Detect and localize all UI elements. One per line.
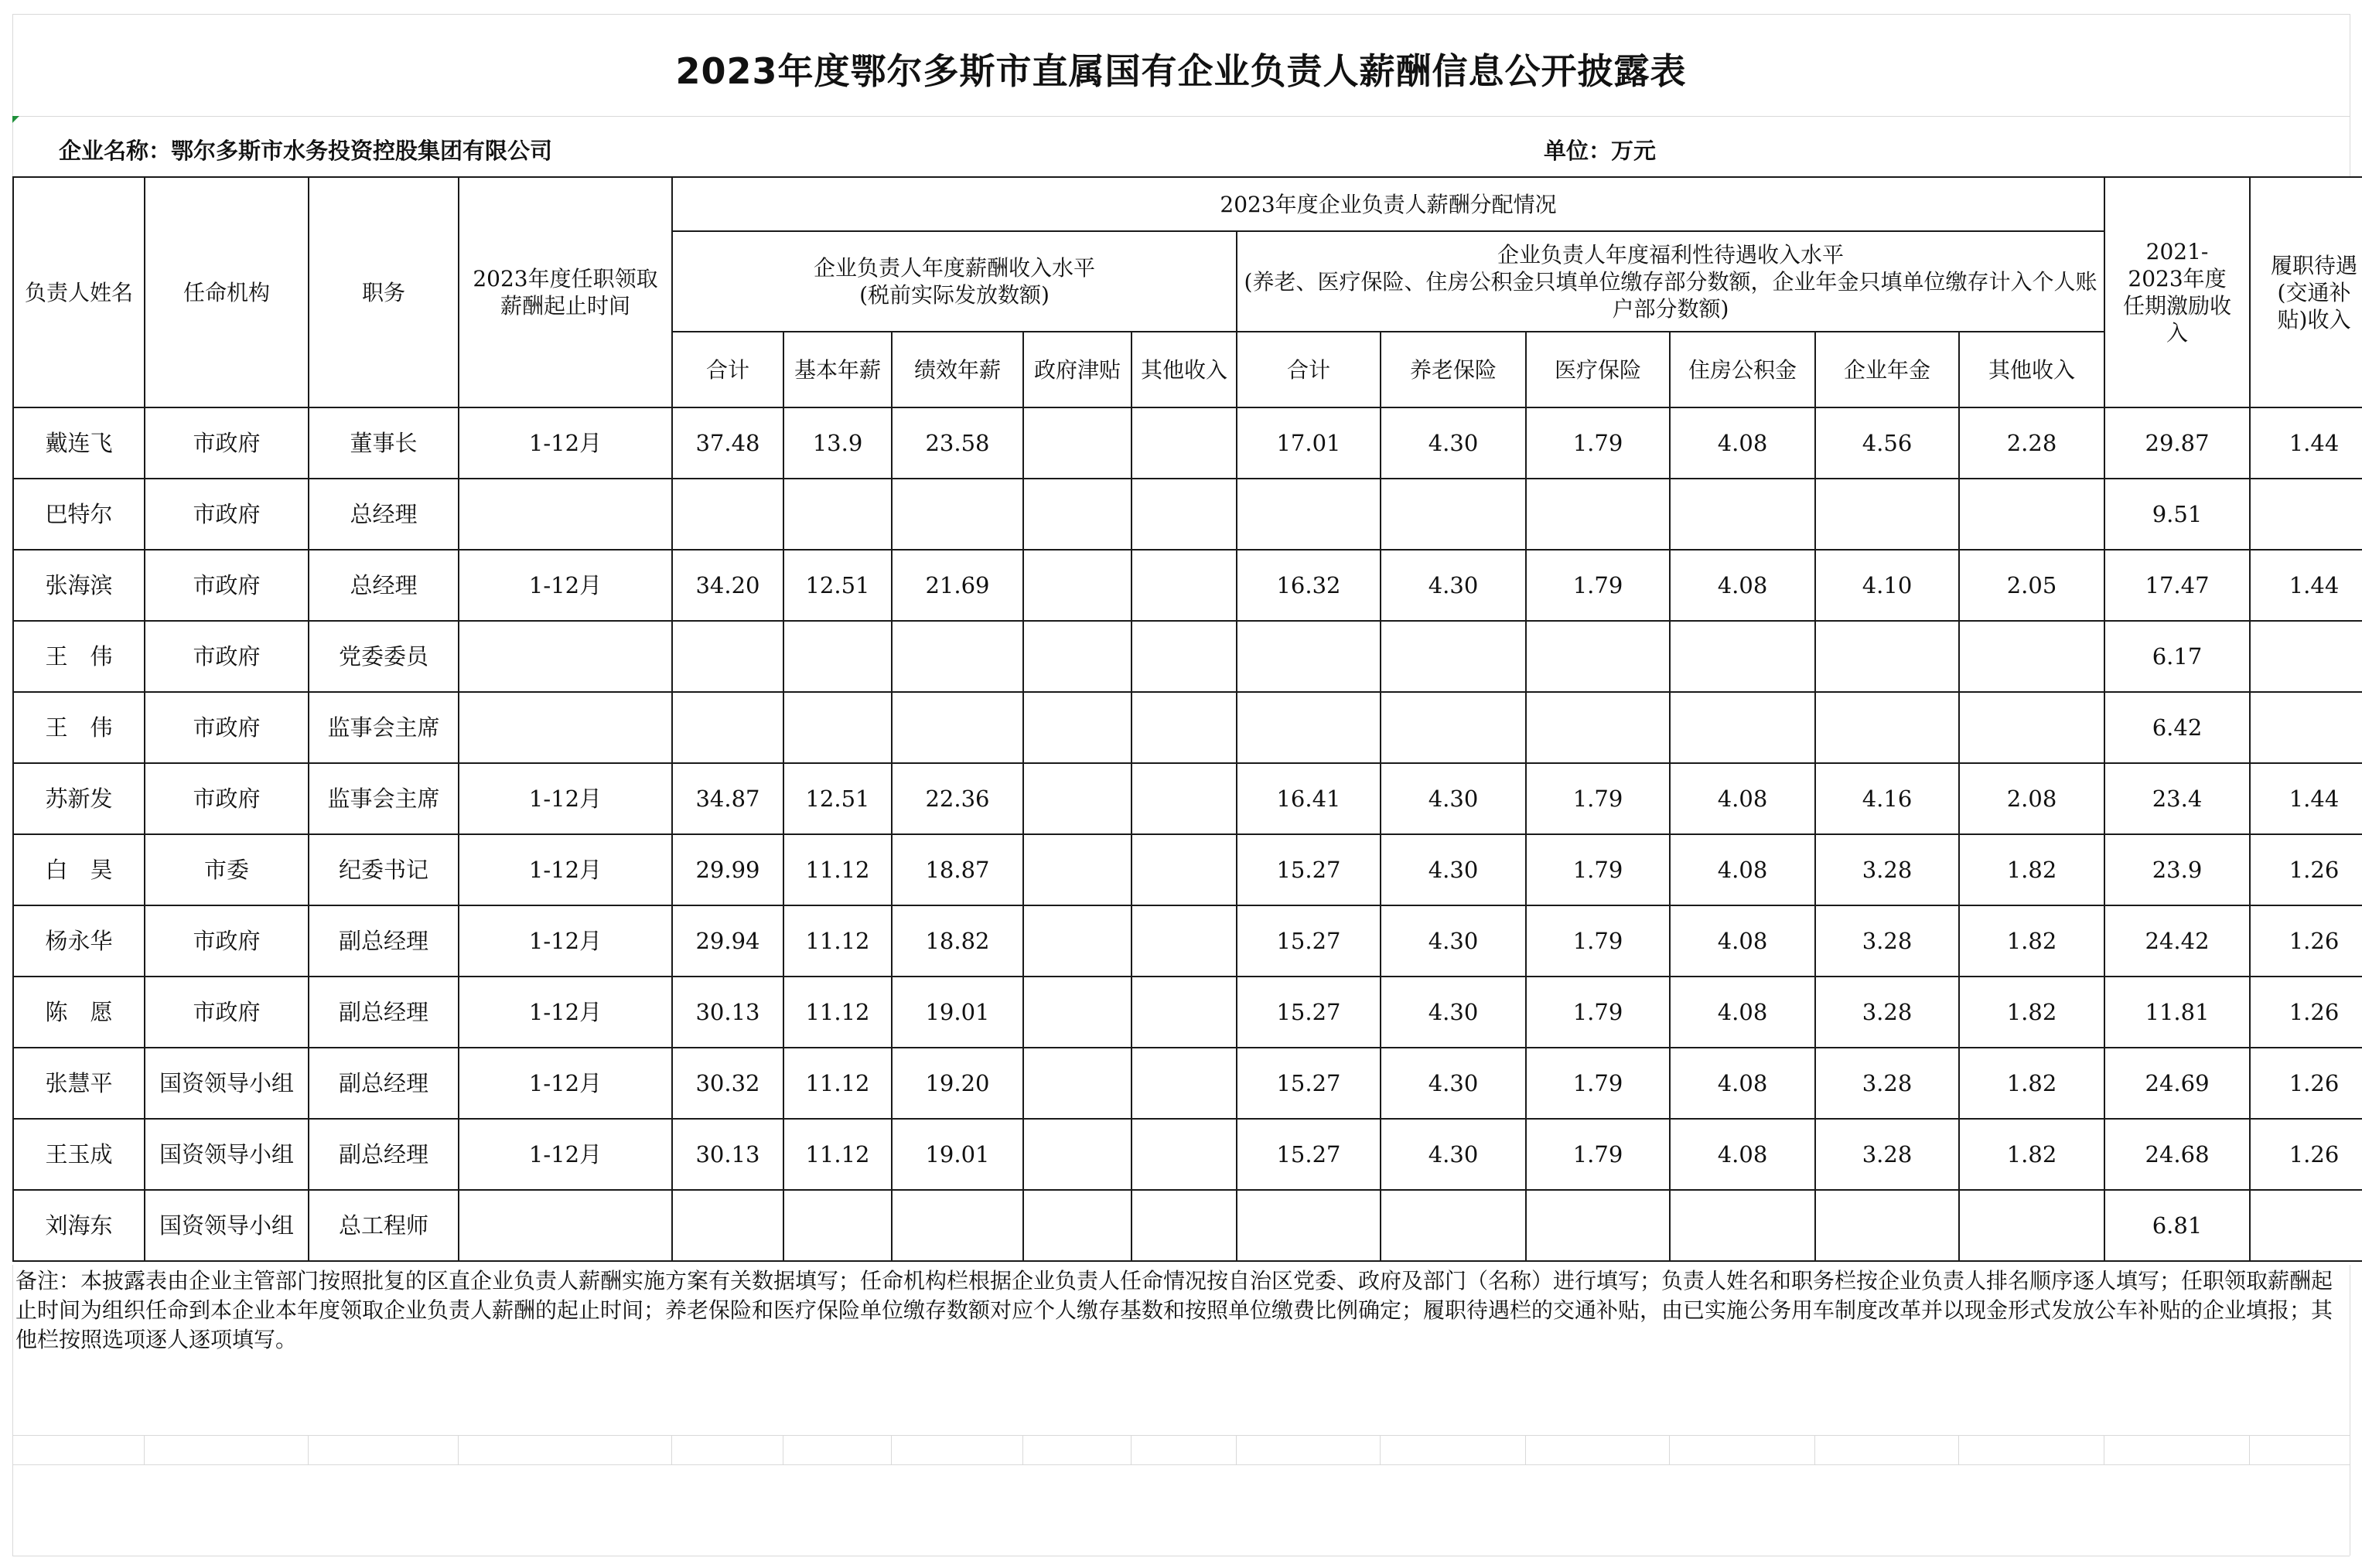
grid-line [1131,1435,1132,1464]
cell-wel-housing: 4.08 [1670,1119,1815,1190]
cell-name: 张慧平 [13,1048,145,1119]
table-row [13,621,2362,692]
cell-wel-annuity [1815,692,1959,763]
cell-wel-housing: 4.08 [1670,977,1815,1048]
cell-position: 总工程师 [309,1190,459,1261]
grid-line [891,1435,892,1464]
cell-sal-base: 11.12 [783,905,892,977]
cell-perf: 1.44 [2250,550,2362,621]
cell-wel-medical: 1.79 [1526,1048,1670,1119]
cell-name: 白 昊 [13,834,145,905]
cell-position: 党委委员 [309,621,459,692]
cell-wel-other [1959,692,2104,763]
cell-wel-other: 2.05 [1959,550,2104,621]
cell-position: 监事会主席 [309,692,459,763]
cell-sal-gov [1023,1048,1132,1119]
cell-wel-housing: 4.08 [1670,407,1815,479]
header-wel-medical: 医疗保险 [1526,332,1670,407]
grid-line [308,1435,309,1464]
cell-wel-medical: 1.79 [1526,763,1670,834]
header-distribution: 2023年度企业负责人薪酬分配情况 [672,177,2104,231]
cell-sal-other [1132,1048,1237,1119]
cell-position: 副总经理 [309,1119,459,1190]
cell-incentive: 23.4 [2104,763,2250,834]
cell-incentive: 17.47 [2104,550,2250,621]
cell-name: 戴连飞 [13,407,145,479]
cell-perf [2250,621,2362,692]
cell-wel-pension [1381,692,1526,763]
cell-sal-total [672,621,783,692]
cell-wel-total: 17.01 [1237,407,1381,479]
cell-wel-other: 1.82 [1959,1048,2104,1119]
header-salary-group-line2: (税前实际发放数额) [859,282,1050,308]
cell-wel-pension: 4.30 [1381,1048,1526,1119]
cell-org: 市政府 [145,479,309,550]
cell-wel-annuity [1815,621,1959,692]
cell-wel-annuity: 4.10 [1815,550,1959,621]
cell-incentive: 24.68 [2104,1119,2250,1190]
cell-name: 苏新发 [13,763,145,834]
cell-org: 市政府 [145,977,309,1048]
cell-sal-perf: 23.58 [892,407,1023,479]
cell-sal-base: 13.9 [783,407,892,479]
cell-wel-total [1237,1190,1381,1261]
cell-wel-medical: 1.79 [1526,977,1670,1048]
cell-sal-other [1132,1190,1237,1261]
cell-org: 市政府 [145,692,309,763]
header-wel-other: 其他收入 [1959,332,2104,407]
cell-sal-gov [1023,550,1132,621]
cell-name: 陈 愿 [13,977,145,1048]
cell-org: 市政府 [145,905,309,977]
cell-name: 张海滨 [13,550,145,621]
cell-perf: 1.26 [2250,834,2362,905]
cell-sal-gov [1023,1119,1132,1190]
cell-wel-housing [1670,692,1815,763]
grid-line [1022,1435,1023,1464]
cell-wel-medical: 1.79 [1526,407,1670,479]
cell-wel-medical [1526,692,1670,763]
cell-org: 市政府 [145,621,309,692]
cell-sal-total: 34.20 [672,550,783,621]
cell-incentive: 29.87 [2104,407,2250,479]
cell-sal-base: 11.12 [783,1048,892,1119]
cell-wel-annuity: 3.28 [1815,1119,1959,1190]
cell-sal-gov [1023,479,1132,550]
grid-line [12,14,2350,15]
cell-sal-gov [1023,763,1132,834]
cell-period: 1-12月 [459,407,672,479]
cell-sal-total: 30.13 [672,977,783,1048]
cell-sal-base [783,692,892,763]
cell-wel-total: 16.32 [1237,550,1381,621]
cell-sal-perf [892,621,1023,692]
header-org: 任命机构 [145,177,309,407]
cell-sal-base [783,479,892,550]
cell-sal-gov [1023,1190,1132,1261]
cell-position: 总经理 [309,479,459,550]
cell-wel-housing: 4.08 [1670,1048,1815,1119]
cell-period: 1-12月 [459,1048,672,1119]
cell-wel-pension: 4.30 [1381,905,1526,977]
cell-wel-total: 15.27 [1237,977,1381,1048]
cell-sal-gov [1023,621,1132,692]
cell-sal-base: 12.51 [783,550,892,621]
cell-wel-annuity [1815,1190,1959,1261]
cell-sal-other [1132,621,1237,692]
cell-wel-housing [1670,479,1815,550]
cell-perf [2250,479,2362,550]
grid-line [1669,1435,1670,1464]
cell-wel-total: 15.27 [1237,1119,1381,1190]
cell-wel-pension [1381,479,1526,550]
cell-wel-total: 15.27 [1237,1048,1381,1119]
cell-sal-base: 11.12 [783,1119,892,1190]
cell-sal-total: 30.13 [672,1119,783,1190]
cell-sal-total: 34.87 [672,763,783,834]
cell-perf: 1.26 [2250,1119,2362,1190]
table-row [13,479,2362,550]
cell-org: 国资领导小组 [145,1119,309,1190]
cell-wel-pension: 4.30 [1381,1119,1526,1190]
cell-wel-housing: 4.08 [1670,905,1815,977]
cell-wel-housing: 4.08 [1670,763,1815,834]
cell-org: 市政府 [145,407,309,479]
cell-period: 1-12月 [459,763,672,834]
cell-perf: 1.26 [2250,905,2362,977]
header-name: 负责人姓名 [13,177,145,407]
cell-period: 1-12月 [459,977,672,1048]
cell-sal-base [783,1190,892,1261]
cell-sal-gov [1023,834,1132,905]
cell-perf: 1.44 [2250,763,2362,834]
cell-wel-other [1959,1190,2104,1261]
grid-line [1525,1435,1526,1464]
cell-sal-total [672,692,783,763]
cell-name: 王玉成 [13,1119,145,1190]
cell-sal-total: 37.48 [672,407,783,479]
cell-period [459,479,672,550]
cell-wel-housing: 4.08 [1670,834,1815,905]
cell-perf [2250,1190,2362,1261]
cell-incentive: 24.42 [2104,905,2250,977]
cell-sal-perf: 21.69 [892,550,1023,621]
grid-line [1958,1435,1959,1464]
cell-sal-other [1132,834,1237,905]
cell-wel-housing: 4.08 [1670,550,1815,621]
cell-wel-other: 1.82 [1959,905,2104,977]
cell-incentive: 6.42 [2104,692,2250,763]
cell-position: 纪委书记 [309,834,459,905]
cell-sal-other [1132,1119,1237,1190]
header-sal-perf: 绩效年薪 [892,332,1023,407]
cell-sal-base: 11.12 [783,834,892,905]
cell-name: 王 伟 [13,621,145,692]
cell-position: 副总经理 [309,977,459,1048]
table-row [13,1048,2362,1119]
cell-sal-perf [892,479,1023,550]
table-row [13,692,2362,763]
cell-wel-housing [1670,1190,1815,1261]
cell-wel-medical: 1.79 [1526,905,1670,977]
cell-wel-total [1237,621,1381,692]
grid-line [2249,1435,2250,1464]
cell-incentive: 11.81 [2104,977,2250,1048]
cell-org: 市政府 [145,763,309,834]
cell-wel-medical [1526,479,1670,550]
table-row [13,977,2362,1048]
cell-sal-other [1132,479,1237,550]
cell-name: 刘海东 [13,1190,145,1261]
cell-position: 总经理 [309,550,459,621]
cell-period: 1-12月 [459,550,672,621]
cell-wel-total: 15.27 [1237,905,1381,977]
cell-sal-other [1132,905,1237,977]
unit-label: 单位：万元 [1544,137,1657,164]
cell-name: 王 伟 [13,692,145,763]
cell-wel-medical: 1.79 [1526,550,1670,621]
cell-position: 副总经理 [309,1048,459,1119]
header-wel-housing: 住房公积金 [1670,332,1815,407]
cell-sal-perf: 19.01 [892,1119,1023,1190]
cell-wel-medical [1526,1190,1670,1261]
cell-wel-total [1237,692,1381,763]
cell-sal-other [1132,692,1237,763]
grid-line [12,116,2350,117]
cell-org: 市政府 [145,550,309,621]
cell-org: 国资领导小组 [145,1190,309,1261]
table-body [13,407,2362,1261]
cell-perf [2250,692,2362,763]
grid-line [458,1435,459,1464]
cell-sal-gov [1023,905,1132,977]
header-sal-gov: 政府津贴 [1023,332,1132,407]
cell-wel-other: 2.28 [1959,407,2104,479]
header-sal-base: 基本年薪 [783,332,892,407]
cell-sal-other [1132,977,1237,1048]
cell-wel-medical: 1.79 [1526,1119,1670,1190]
footnote: 备注：本披露表由企业主管部门按照批复的区直企业负责人薪酬实施方案有关数据填写；任命机构栏根据企业负责人任命情况按自治区党委、政府及部门（名称）进行填写；负责人姓名和职务栏按企业负责人排名顺序逐人填写；任职领取薪酬起止时间为组织任命到本企业本年度领取企业负责人薪酬的起止时间；养老保险和医疗保险单位缴存数额对应个人缴存基数和按照单位缴费比例确定；履职待遇栏的交通补贴，由已实施公务用车制度改革并以现金形式发放公车补贴的企业填报；其他栏按照选项逐人逐项填写。 [15,1268,2333,1353]
grid-line [1236,1435,1237,1464]
cell-perf: 1.26 [2250,977,2362,1048]
cell-wel-other: 2.08 [1959,763,2104,834]
cell-sal-perf: 19.20 [892,1048,1023,1119]
grid-line [12,1464,2350,1465]
cell-period: 1-12月 [459,905,672,977]
table-row [13,834,2362,905]
cell-incentive: 9.51 [2104,479,2250,550]
cell-wel-total [1237,479,1381,550]
cell-position: 监事会主席 [309,763,459,834]
cell-sal-gov [1023,977,1132,1048]
grid-line [12,1435,2350,1436]
cell-wel-annuity [1815,479,1959,550]
cell-sal-total [672,1190,783,1261]
company-name: 企业名称：鄂尔多斯市水务投资控股集团有限公司 [59,137,553,164]
cell-period: 1-12月 [459,1119,672,1190]
header-position: 职务 [309,177,459,407]
grid-line [671,1435,672,1464]
table-row [13,1190,2362,1261]
cell-wel-annuity: 3.28 [1815,977,1959,1048]
table-row [13,550,2362,621]
table-row [13,905,2362,977]
grid-line [12,1265,13,1556]
cell-wel-annuity: 3.28 [1815,905,1959,977]
cell-incentive: 24.69 [2104,1048,2250,1119]
cell-wel-total: 16.41 [1237,763,1381,834]
page-title: 2023年度鄂尔多斯市直属国有企业负责人薪酬信息公开披露表 [675,50,1687,92]
cell-wel-other: 1.82 [1959,977,2104,1048]
cell-sal-base: 12.51 [783,763,892,834]
cell-org: 国资领导小组 [145,1048,309,1119]
cell-period: 1-12月 [459,834,672,905]
cell-sal-gov [1023,407,1132,479]
cell-position: 副总经理 [309,905,459,977]
cell-perf: 1.44 [2250,407,2362,479]
cell-sal-total: 30.32 [672,1048,783,1119]
cell-sal-base [783,621,892,692]
header-welfare-group [1237,231,2104,332]
header-incentive: 2021-2023年度任期激励收入 [2104,177,2250,407]
cell-perf: 1.26 [2250,1048,2362,1119]
cell-wel-other [1959,621,2104,692]
cell-sal-other [1132,763,1237,834]
cell-sal-perf: 22.36 [892,763,1023,834]
cell-sal-total: 29.99 [672,834,783,905]
header-salary-group-line1: 企业负责人年度薪酬收入水平 [813,255,1095,281]
cell-wel-pension: 4.30 [1381,550,1526,621]
cell-sal-total [672,479,783,550]
cell-sal-perf: 18.87 [892,834,1023,905]
header-perf-allowance: 履职待遇(交通补贴)收入 [2250,177,2362,407]
cell-wel-other [1959,479,2104,550]
header-sal-total: 合计 [672,332,783,407]
header-wel-pension: 养老保险 [1381,332,1526,407]
table-row [13,1119,2362,1190]
cell-period [459,621,672,692]
cell-incentive: 23.9 [2104,834,2250,905]
header-period: 2023年度任职领取薪酬起止时间 [459,177,672,407]
cell-position: 董事长 [309,407,459,479]
cell-wel-pension [1381,621,1526,692]
cell-wel-housing [1670,621,1815,692]
cell-name: 杨永华 [13,905,145,977]
cell-sal-base: 11.12 [783,977,892,1048]
cell-wel-total: 15.27 [1237,834,1381,905]
cell-wel-medical: 1.79 [1526,834,1670,905]
cell-wel-other: 1.82 [1959,834,2104,905]
header-wel-total: 合计 [1237,332,1381,407]
cell-sal-total: 29.94 [672,905,783,977]
grid-line [144,1435,145,1464]
table-row [13,763,2362,834]
cell-org: 市委 [145,834,309,905]
cell-sal-perf: 18.82 [892,905,1023,977]
cell-sal-gov [1023,692,1132,763]
grid-line [1814,1435,1815,1464]
header-welfare-group-line2: (养老、医疗保险、住房公积金只填单位缴存部分数额，企业年金只填单位缴存计入个人账户部分数额) [1244,268,2097,322]
cell-sal-perf [892,1190,1023,1261]
cell-sal-perf: 19.01 [892,977,1023,1048]
cell-wel-annuity: 3.28 [1815,834,1959,905]
header-welfare-group-line1: 企业负责人年度福利性待遇收入水平 [1497,241,1845,268]
cell-wel-medical [1526,621,1670,692]
cell-wel-other: 1.82 [1959,1119,2104,1190]
cell-wel-pension: 4.30 [1381,834,1526,905]
header-sal-other: 其他收入 [1132,332,1237,407]
header-wel-annuity: 企业年金 [1815,332,1959,407]
cell-wel-pension: 4.30 [1381,977,1526,1048]
table-row [13,407,2362,479]
cell-sal-other [1132,407,1237,479]
cell-period [459,1190,672,1261]
grid-line [1380,1435,1381,1464]
cell-incentive: 6.81 [2104,1190,2250,1261]
cell-comment-marker [12,116,19,123]
cell-sal-other [1132,550,1237,621]
cell-period [459,692,672,763]
cell-name: 巴特尔 [13,479,145,550]
cell-wel-annuity: 3.28 [1815,1048,1959,1119]
cell-wel-pension [1381,1190,1526,1261]
cell-wel-annuity: 4.16 [1815,763,1959,834]
salary-disclosure-table [12,176,2362,1262]
header-salary-group [672,231,1237,332]
cell-incentive: 6.17 [2104,621,2250,692]
cell-wel-pension: 4.30 [1381,763,1526,834]
cell-sal-perf [892,692,1023,763]
cell-wel-annuity: 4.56 [1815,407,1959,479]
cell-wel-pension: 4.30 [1381,407,1526,479]
